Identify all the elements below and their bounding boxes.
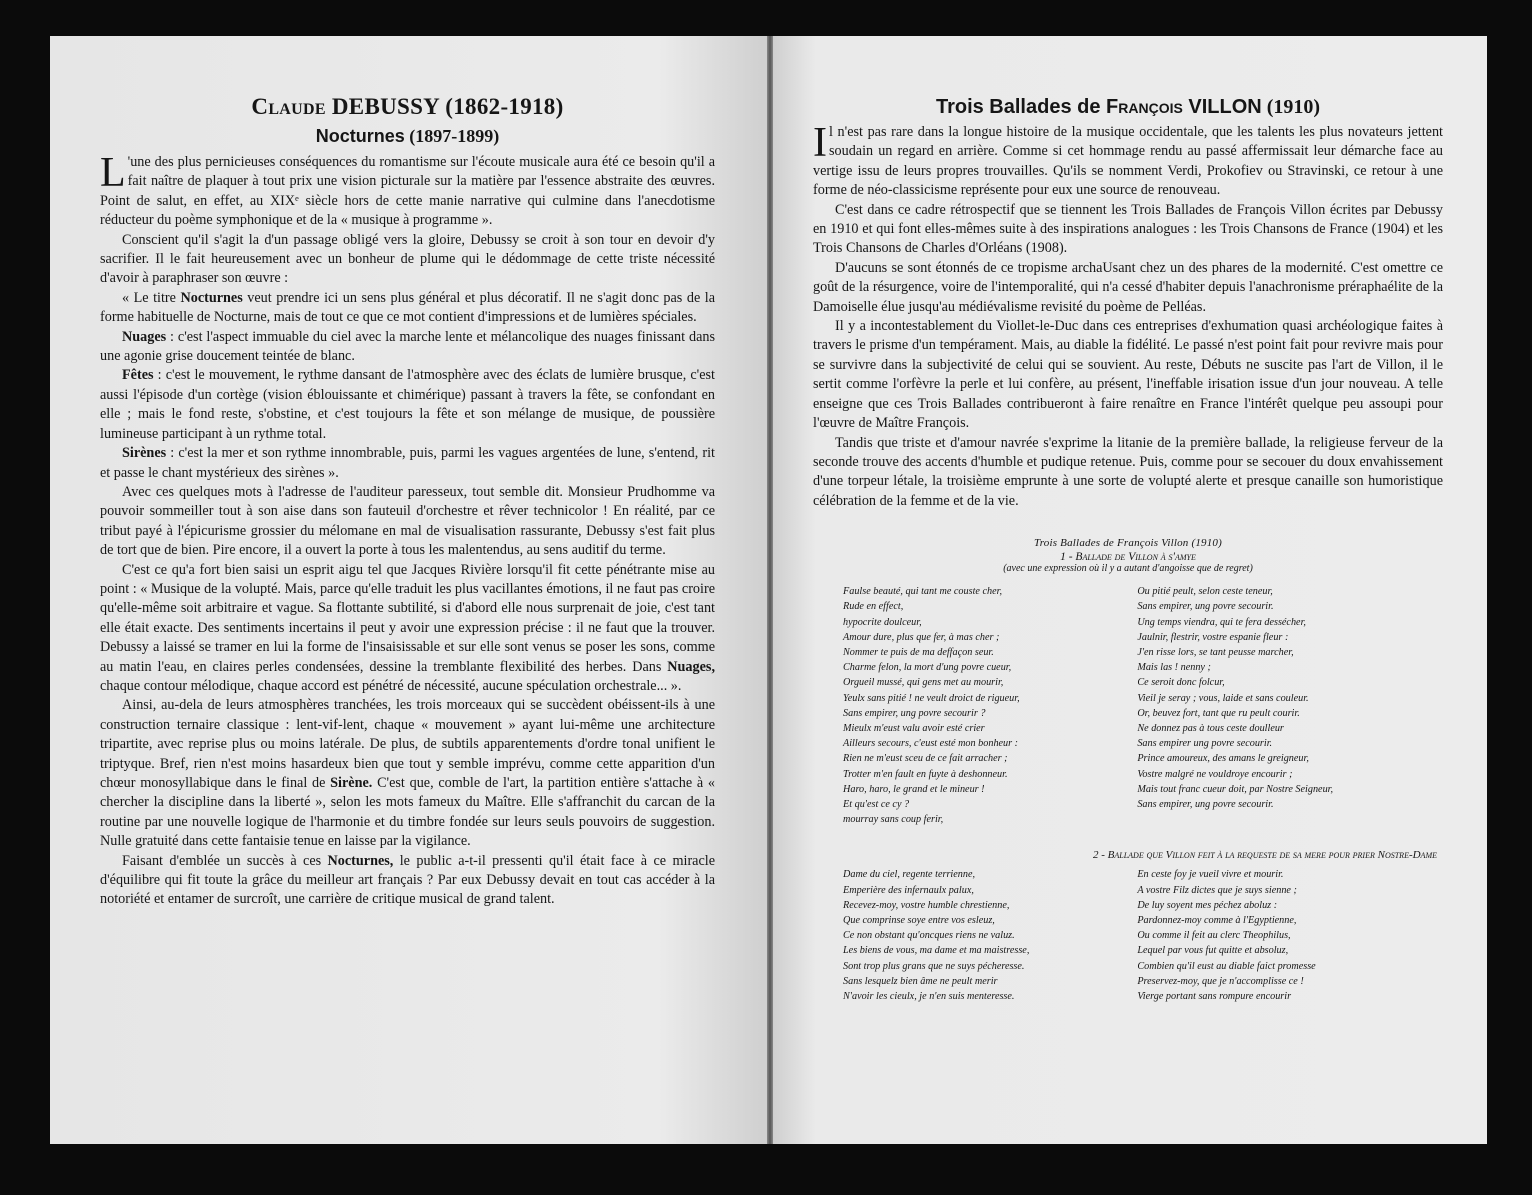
- title-years: (1910): [1261, 96, 1321, 118]
- ballade-1-verse-line: Ung temps viendra, qui te fera dessécher,: [1137, 616, 1306, 628]
- ballade-2-verse-line: Combien qu'il eust au diable faict promesse: [1137, 960, 1316, 972]
- paragraph-9: [100, 696, 715, 851]
- ballade-1-title: [813, 551, 1443, 563]
- ballade-2-left-column: [843, 867, 1115, 1004]
- ballade-2-verse-line: De luy soyent mes péchez aboluz :: [1137, 899, 1278, 911]
- ballade-2-verse-line: Sont trop plus grans que ne suys pécheresse.: [843, 960, 1025, 972]
- paragraph-3: [100, 289, 715, 328]
- paragraph-2: Conscient qu'il s'agit la d'un passage obligé vers la gloire, Debussy se croit à son tour en devoir d'y sacrifier. Il le fait heureusement avec un bonheur de plume qui le dédommage de cette triste nécessité d'avoir à paraphraser son œuvre :: [100, 231, 715, 287]
- ballade-2-verse-line: Ce non obstant qu'oncques riens ne valuz.: [843, 930, 1015, 942]
- ballade-1-verse-line: Mais tout franc cueur doit, par Nostre Seigneur,: [1137, 783, 1334, 795]
- subtitle-text: Nocturnes: [315, 126, 405, 146]
- ballade-1-verse-line: Trotter m'en fault en fuyte à deshonneur.: [843, 768, 1008, 780]
- title-villon: VILLON: [1182, 96, 1262, 118]
- ballade-2-verse-line: Dame du ciel, regente terrienne,: [843, 869, 976, 881]
- drop-cap-i: I: [813, 120, 827, 166]
- ballade-1-verse-line: Ne donnez pas à tous ceste doulleur: [1137, 722, 1284, 734]
- p9-keyword: Sirène.: [330, 775, 373, 791]
- left-page: [50, 36, 767, 1144]
- p9-end: C'est que, comble de l'art, la partition entière s'attache à « chercher la discipline dans la liberté », selon les mots fameux du Maître. Elle s'affranchit du carcan de la routine par une nouvelle logique de l'harmonie et du timbre fondée sur leurs seuls pouvoirs de suggestion. Nulle gratuité dans cette fantaisie tenue en laisse par la vigilance.: [100, 775, 715, 850]
- fetes-text: : c'est le mouvement, le rythme dansant de l'atmosphère avec des éclats de lumière brusque, c'est aussi l'épisode d'un cortège (vision éblouissante et chimérique) passant à travers la fête, se confondant en elle ; mais le fond reste, s'obstine, et c'est toujours la fête et son mélange de musique, de poussière lumineuse participant à un rythme total.: [100, 367, 715, 442]
- ballade-2-verse-line: En ceste foy je vueil vivre et mourir.: [1137, 869, 1284, 881]
- villon-paragraph-1-text: l n'est pas rare dans la longue histoire de la musique occidentale, que les talents les plus novateurs jettent soudain un regard en arrière. Comme si cet hommage rendu au passé affermissait leur démarche face au vertige issu de leurs propres trouvailles. Qu'ils se nomment Verdi, Prokofiev ou Stravinski, ce retour à une forme de néo-classicisme représente pour eux une source de renouveau.: [813, 124, 1443, 199]
- villon-paragraph-1: [813, 120, 1443, 201]
- ballade-1-verse-line: mourray sans coup ferir,: [843, 814, 944, 826]
- right-page: [773, 36, 1487, 1144]
- ballade-1-verse-line: Faulse beauté, qui tant me couste cher,: [843, 586, 1002, 598]
- p8-start: C'est ce qu'a fort bien saisi un esprit aigu tel que Jacques Rivière lorsqu'il fit cette pénétrante mise au point : « Musique de la volupté. Mais, parce qu'elle traduit les plus vacillantes émotions, il ne faut pas croire qu'elle-même soit arbitraire et vague. Sa flottante subtilité, si d'abord elle nous surprenait de joie, c'est tant elle était exacte. Des sentiments incertains il peut y avoir une expression précise : il ne faut que la trouver. Debussy a laissé se tramer en lui la forme de l'insaisissable et sur elle sont venus se poser les sons, comme au matin l'eau, en claires perles condensées, dessine la tremblante flexibilité des herbes. Dans: [100, 561, 715, 675]
- fetes-keyword: Fêtes: [122, 367, 154, 384]
- p10-end: le public a-t-il pressenti qu'il était face à ce miracle d'équilibre qui fit toute la grâce du meilleur art français ? Par eux Debussy devait en tout cas accéder à la notoriété et entamer de surcroît, une carrière de critique musical de grand talent.: [100, 852, 715, 908]
- villon-paragraph-3: D'aucuns se sont étonnés de ce tropisme archaUsant chez un des phares de la modernité. C'est omettre ce goût de la résurgence, voire de l'intemporalité, qui n'a cessé d'habiter depuis l'anachronisme préraphaélite de la Damoiselle élue jusqu'au médiévalisme revisité du poème de Pelléas.: [813, 259, 1443, 315]
- p10-keyword: Nocturnes,: [327, 852, 394, 869]
- ballade-1-verse-line: Et qu'est ce cy ?: [843, 798, 910, 810]
- ballade-1-verse-line: Vieil je seray ; vous, laide et sans couleur.: [1137, 692, 1309, 704]
- nuages-text: : c'est l'aspect immuable du ciel avec la marche lente et mélancolique des nuages finissant dans une agonie grise doucement teintée de blanc.: [100, 328, 715, 365]
- paragraph-1: [100, 150, 715, 231]
- ballade-1-verse-line: Nommer te puis de ma deffaçon seur.: [843, 646, 994, 658]
- ballade-2-verse-line: Emperière des infernaulx palux,: [843, 884, 974, 896]
- ballade-2-verse-line: Que comprinse soye entre vos esleuz,: [843, 914, 995, 926]
- p9-start: Ainsi, au-dela de leurs atmosphères tranchées, les trois morceaux qui se succèdent obéissent-ils à une construction ternaire classique : lent-vif-lent, chaque « mouvement » ayant lui-même une architecture tripartite, avec reprise plus ou moins latérale. De plus, de subtils apparentements d'ordre tonal unifient le triptyque. Bref, rien n'est moins hasardeux bien que tout y semble imprévu, comme cette apparition d'un chœur monosyllabique dans le final de: [100, 697, 715, 791]
- ballade-1-right-column: [1137, 584, 1409, 827]
- title-a: Trois Ballades de: [935, 96, 1107, 118]
- paragraph-fetes: [100, 366, 715, 444]
- paragraph-10: [100, 852, 715, 910]
- paragraph-8: [100, 561, 715, 697]
- ballade-1-title-text: 1 - Ballade de Villon à s'amye: [1060, 551, 1196, 564]
- ballade-2-verse-line: Sans lesquelz bien âme ne peult merir: [843, 975, 998, 987]
- ballade-2-verse-line: N'avoir les cieulx, je n'en suis menteresse.: [843, 991, 1015, 1002]
- ballade-1-verse-line: Ou pitié peult, selon ceste teneur,: [1137, 586, 1273, 598]
- ballade-2-right-column: [1137, 867, 1409, 1004]
- p3-end: veut prendre ici un sens plus général et plus décoratif. Il ne s'agit donc pas de la forme habituelle de Nocturne, mais de tout ce que ce mot contient d'impressions et de lumières spéciales.: [100, 289, 715, 326]
- ballade-2-verse-line: Les biens de vous, ma dame et ma maistresse,: [843, 945, 1030, 957]
- villon-paragraph-2: C'est dans ce cadre rétrospectif que se tiennent les Trois Ballades de François Villon écrites par Debussy en 1910 et qui font elles-mêmes suite à des inspirations analogues : les Trois Chansons de France (1904) et les Trois Chansons de Charles d'Orléans (1908).: [813, 201, 1443, 257]
- paragraph-sirenes: [100, 444, 715, 483]
- ballade-1-verse-line: Vostre malgré ne vouldroye encourir ;: [1137, 768, 1293, 780]
- ballade-2-verse-line: Preservez-moy, que je n'accomplisse ce !: [1137, 975, 1304, 987]
- villon-paragraph-4: Il y a incontestablement du Viollet-le-Duc dans ces entreprises d'exhumation quasi archéologique faites à travers le prisme d'un tempérament. Mais, au diable la fidélité. Le passé n'est point fait pour revivre mais pour se survivre dans la subjectivité de celui qui se souvient. Au reste, Débuts ne suscite pas l'art de Villon, il le sertit comme l'orfèvre la perle et lui confère, au présent, l'ineffable irisation issue d'un jour nouveau. A telle enseigne que ces Trois Ballades contribueront à faire renaître en France l'intérêt quelque peu assoupi pour l'œuvre de Maître François.: [813, 318, 1443, 432]
- ballade-2-verse-line: Recevez-moy, vostre humble chrestienne,: [843, 899, 1010, 911]
- p8-end: chaque contour mélodique, chaque accord est pénétré de nécessité, aucune spéculation orchestrale... ».: [100, 677, 682, 694]
- page-title-villon: [813, 96, 1443, 119]
- ballade-1-verse-line: Rude en effect,: [843, 601, 904, 613]
- ballade-1-verse-line: Sans empirer, ung povre secourir.: [1137, 601, 1274, 613]
- ballade-1-verses: [813, 584, 1443, 827]
- ballade-1-verse-line: Yeulx sans pitié ! ne veult droict de rigueur,: [843, 692, 1020, 704]
- ballade-1-verse-line: Sans empirer, ung povre secourir ?: [843, 707, 986, 719]
- title-rest: DEBUSSY (1862-1918): [325, 94, 564, 119]
- ballade-2-verse-line: Lequel par vous fut quitte et absoluz,: [1137, 945, 1289, 957]
- sirenes-keyword: Sirènes: [122, 445, 167, 462]
- ballade-1-verse-line: Jaulnir, flestrir, vostre espanie fleur :: [1137, 631, 1289, 643]
- ballade-1-verse-line: Sans empirer ung povre secourir.: [1137, 738, 1273, 750]
- title-prefix: Claude: [251, 94, 326, 119]
- ballade-1-verse-line: Or, beuvez fort, tant que ru peult courir.: [1137, 707, 1300, 719]
- poem-section-header: Trois Ballades de François Villon (1910): [1034, 537, 1222, 550]
- page-title-debussy: [100, 94, 715, 120]
- ballade-1-verse-line: Charme felon, la mort d'ung povre cueur,: [843, 662, 1012, 674]
- paragraph-7: Avec ces quelques mots à l'adresse de l'auditeur paresseux, tout semble dit. Monsieur Prudhomme va pouvoir sommeiller tout à son aise dans son fauteuil d'orchestre et rêver technicolor ! En réalité, par ce tribut payé à l'épicurisme grossier du mélomane en mal de visualisation rassurante, Debussy s'est fait plus de tort que de bien. Pire encore, il a ouvert la porte à tous les malentendus, au sens auditif du terme.: [100, 483, 715, 559]
- ballade-2-verse-line: Pardonnez-moy comme à l'Egyptienne,: [1137, 914, 1297, 926]
- ballade-1-left-column: [843, 584, 1115, 827]
- p10-start: Faisant d'emblée un succès à ces: [122, 852, 328, 869]
- ballade-2-verse-line: Ou comme il feit au clerc Theophilus,: [1137, 930, 1291, 942]
- ballade-1-verse-line: Ce seroit donc folcur,: [1137, 677, 1225, 689]
- p8-keyword: Nuages,: [667, 658, 715, 675]
- sirenes-text: : c'est la mer et son rythme innombrable, puis, parmi les vagues argentées de lune, s'entend, rit et passe le chant mystérieux des sirènes ».: [100, 445, 715, 481]
- drop-cap: L: [100, 150, 126, 196]
- ballade-1-verse-line: Prince amoureux, des amans le greigneur,: [1137, 753, 1309, 765]
- ballade-1-verse-line: Sans empirer, ung povre secourir.: [1137, 798, 1274, 810]
- paragraph-nuages: [100, 328, 715, 367]
- ballade-1-subtitle: (avec une expression où il y a autant d'angoisse que de regret): [1003, 563, 1253, 575]
- ballade-2-verse-line: Vierge portant sans rompure encourir: [1137, 991, 1292, 1002]
- p3-start: « Le titre: [122, 289, 181, 306]
- villon-paragraph-5: Tandis que triste et d'amour navrée s'exprime la litanie de la première ballade, la religieuse ferveur de la seconde trouve des accents d'humble et pudique retenue. Puis, comme pour se secouer du doux envahissement d'une torpeur létale, la troisième emprunte à une sorte de volupté alerte et presque canaille son humoristique célébration de la femme et de la vie.: [813, 434, 1443, 509]
- ballade-2-title: 2 - Ballade que Villon feit à la requeste de sa mere pour prier Nostre-Dame: [1092, 849, 1437, 862]
- ballade-2-verse-line: A vostre Filz dictes que je suys sienne ;: [1137, 884, 1297, 896]
- ballade-1-verse-line: hypocrite doulceur,: [843, 616, 922, 628]
- title-francois: François: [1106, 96, 1183, 118]
- ballade-1-verse-line: Mieulx m'eust valu avoir esté crier: [843, 722, 985, 734]
- ballade-1-verse-line: J'en risse lors, se tant peusse marcher,: [1137, 646, 1294, 658]
- subtitle-nocturnes: [100, 126, 715, 147]
- paragraph-1-text: 'une des plus pernicieuses conséquences du romantisme sur l'écoute musicale aura été ce besoin qu'il a fait naître de plaquer à tout prix une vision picturale sur la matière par l'essence abstraite des œuvres. Point de salut, en effet, au XIXᵉ siècle hors de cette manie narrative qui culmine dans l'anecdotisme réducteur du poème symphonique et de la « musique à programme ».: [100, 154, 715, 229]
- p3-keyword: Nocturnes: [180, 289, 243, 306]
- ballade-2-verses: [813, 867, 1443, 1004]
- ballade-1-verse-line: Orgueil mussé, qui gens met au mourir,: [843, 677, 1004, 689]
- ballade-1-verse-line: Ailleurs secours, c'eust esté mon bonheur :: [843, 738, 1019, 750]
- ballade-1-verse-line: Haro, haro, le grand et le mineur !: [843, 783, 985, 795]
- subtitle-years: (1897-1899): [404, 126, 500, 146]
- ballade-1-verse-line: Mais las ! nenny ;: [1137, 662, 1211, 674]
- ballade-1-verse-line: Rien ne m'eust sceu de ce fait arracher ;: [843, 753, 1008, 765]
- nuages-keyword: Nuages: [122, 328, 167, 345]
- ballade-1-verse-line: Amour dure, plus que fer, à mas cher ;: [843, 631, 1000, 643]
